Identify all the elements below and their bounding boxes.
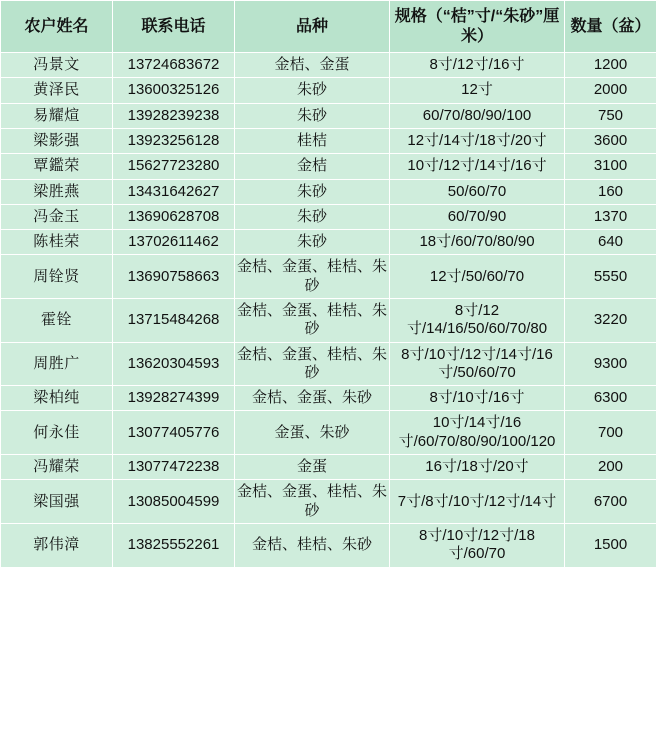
cell-phone: 13077472238	[113, 455, 235, 480]
cell-name: 易耀煊	[1, 103, 113, 128]
table-row	[1, 53, 656, 78]
cell-spec: 12寸/14寸/18寸/20寸	[390, 128, 565, 153]
table-body	[1, 53, 656, 568]
cell-phone: 13702611462	[113, 230, 235, 255]
table-row	[1, 299, 656, 343]
cell-name: 梁柏纯	[1, 386, 113, 411]
cell-spec: 60/70/90	[390, 204, 565, 229]
cell-name: 郭伟漳	[1, 523, 113, 567]
cell-variety: 桂桔	[235, 128, 390, 153]
cell-variety: 金桔、金蛋	[235, 53, 390, 78]
cell-name: 冯耀荣	[1, 455, 113, 480]
cell-quantity: 2000	[565, 78, 656, 103]
cell-spec: 7寸/8寸/10寸/12寸/14寸	[390, 480, 565, 524]
cell-name: 何永佳	[1, 411, 113, 455]
cell-spec: 50/60/70	[390, 179, 565, 204]
table-row	[1, 204, 656, 229]
cell-spec: 60/70/80/90/100	[390, 103, 565, 128]
table-row	[1, 342, 656, 386]
cell-phone: 13077405776	[113, 411, 235, 455]
table-row	[1, 411, 656, 455]
cell-quantity: 9300	[565, 342, 656, 386]
cell-name: 覃鑑荣	[1, 154, 113, 179]
table-row	[1, 230, 656, 255]
cell-name: 陈桂荣	[1, 230, 113, 255]
cell-variety: 金蛋	[235, 455, 390, 480]
table-row	[1, 179, 656, 204]
cell-spec: 12寸/50/60/70	[390, 255, 565, 299]
cell-variety: 金桔、桂桔、朱砂	[235, 523, 390, 567]
cell-spec: 8寸/12寸/16寸	[390, 53, 565, 78]
cell-quantity: 3600	[565, 128, 656, 153]
cell-spec: 10寸/14寸/16寸/60/70/80/90/100/120	[390, 411, 565, 455]
cell-name: 霍铨	[1, 299, 113, 343]
table-row	[1, 128, 656, 153]
column-header-quantity: 数量（盆）	[565, 1, 656, 53]
cell-quantity: 160	[565, 179, 656, 204]
cell-name: 周铨贤	[1, 255, 113, 299]
cell-variety: 朱砂	[235, 179, 390, 204]
cell-phone: 13928239238	[113, 103, 235, 128]
cell-variety: 朱砂	[235, 103, 390, 128]
cell-variety: 朱砂	[235, 230, 390, 255]
cell-quantity: 1370	[565, 204, 656, 229]
cell-variety: 金桔、金蛋、朱砂	[235, 386, 390, 411]
table-row	[1, 255, 656, 299]
cell-spec: 8寸/10寸/12寸/14寸/16寸/50/60/70	[390, 342, 565, 386]
cell-quantity: 700	[565, 411, 656, 455]
cell-phone: 13431642627	[113, 179, 235, 204]
cell-spec: 8寸/12寸/14/16/50/60/70/80	[390, 299, 565, 343]
cell-phone: 13620304593	[113, 342, 235, 386]
cell-name: 梁国强	[1, 480, 113, 524]
cell-variety: 金桔、金蛋、桂桔、朱砂	[235, 342, 390, 386]
cell-quantity: 3100	[565, 154, 656, 179]
cell-phone: 13825552261	[113, 523, 235, 567]
cell-spec: 16寸/18寸/20寸	[390, 455, 565, 480]
table-row	[1, 480, 656, 524]
cell-phone: 13690628708	[113, 204, 235, 229]
cell-phone: 15627723280	[113, 154, 235, 179]
cell-spec: 12寸	[390, 78, 565, 103]
cell-quantity: 6300	[565, 386, 656, 411]
cell-quantity: 6700	[565, 480, 656, 524]
cell-name: 冯景文	[1, 53, 113, 78]
column-header-phone: 联系电话	[113, 1, 235, 53]
cell-name: 黄泽民	[1, 78, 113, 103]
cell-phone: 13928274399	[113, 386, 235, 411]
cell-phone: 13085004599	[113, 480, 235, 524]
cell-quantity: 640	[565, 230, 656, 255]
cell-name: 梁胜燕	[1, 179, 113, 204]
cell-spec: 8寸/10寸/16寸	[390, 386, 565, 411]
column-header-name: 农户姓名	[1, 1, 113, 53]
cell-quantity: 200	[565, 455, 656, 480]
cell-phone: 13923256128	[113, 128, 235, 153]
cell-spec: 10寸/12寸/14寸/16寸	[390, 154, 565, 179]
cell-variety: 朱砂	[235, 78, 390, 103]
column-header-spec: 规格（“桔”寸/“朱砂”厘米）	[390, 1, 565, 53]
cell-variety: 金桔	[235, 154, 390, 179]
cell-quantity: 3220	[565, 299, 656, 343]
cell-name: 冯金玉	[1, 204, 113, 229]
cell-quantity: 1200	[565, 53, 656, 78]
column-header-variety: 品种	[235, 1, 390, 53]
table-row	[1, 103, 656, 128]
cell-variety: 金蛋、朱砂	[235, 411, 390, 455]
table-row	[1, 523, 656, 567]
table-row	[1, 386, 656, 411]
cell-quantity: 1500	[565, 523, 656, 567]
cell-variety: 朱砂	[235, 204, 390, 229]
table-row	[1, 455, 656, 480]
table-row	[1, 154, 656, 179]
cell-variety: 金桔、金蛋、桂桔、朱砂	[235, 299, 390, 343]
cell-spec: 18寸/60/70/80/90	[390, 230, 565, 255]
cell-phone: 13690758663	[113, 255, 235, 299]
cell-name: 周胜广	[1, 342, 113, 386]
cell-phone: 13724683672	[113, 53, 235, 78]
cell-quantity: 750	[565, 103, 656, 128]
cell-phone: 13600325126	[113, 78, 235, 103]
table-row	[1, 78, 656, 103]
cell-variety: 金桔、金蛋、桂桔、朱砂	[235, 255, 390, 299]
cell-name: 梁影强	[1, 128, 113, 153]
cell-variety: 金桔、金蛋、桂桔、朱砂	[235, 480, 390, 524]
table-header-row	[1, 1, 656, 53]
table-header	[1, 1, 656, 53]
cell-quantity: 5550	[565, 255, 656, 299]
cell-phone: 13715484268	[113, 299, 235, 343]
cell-spec: 8寸/10寸/12寸/18寸/60/70	[390, 523, 565, 567]
